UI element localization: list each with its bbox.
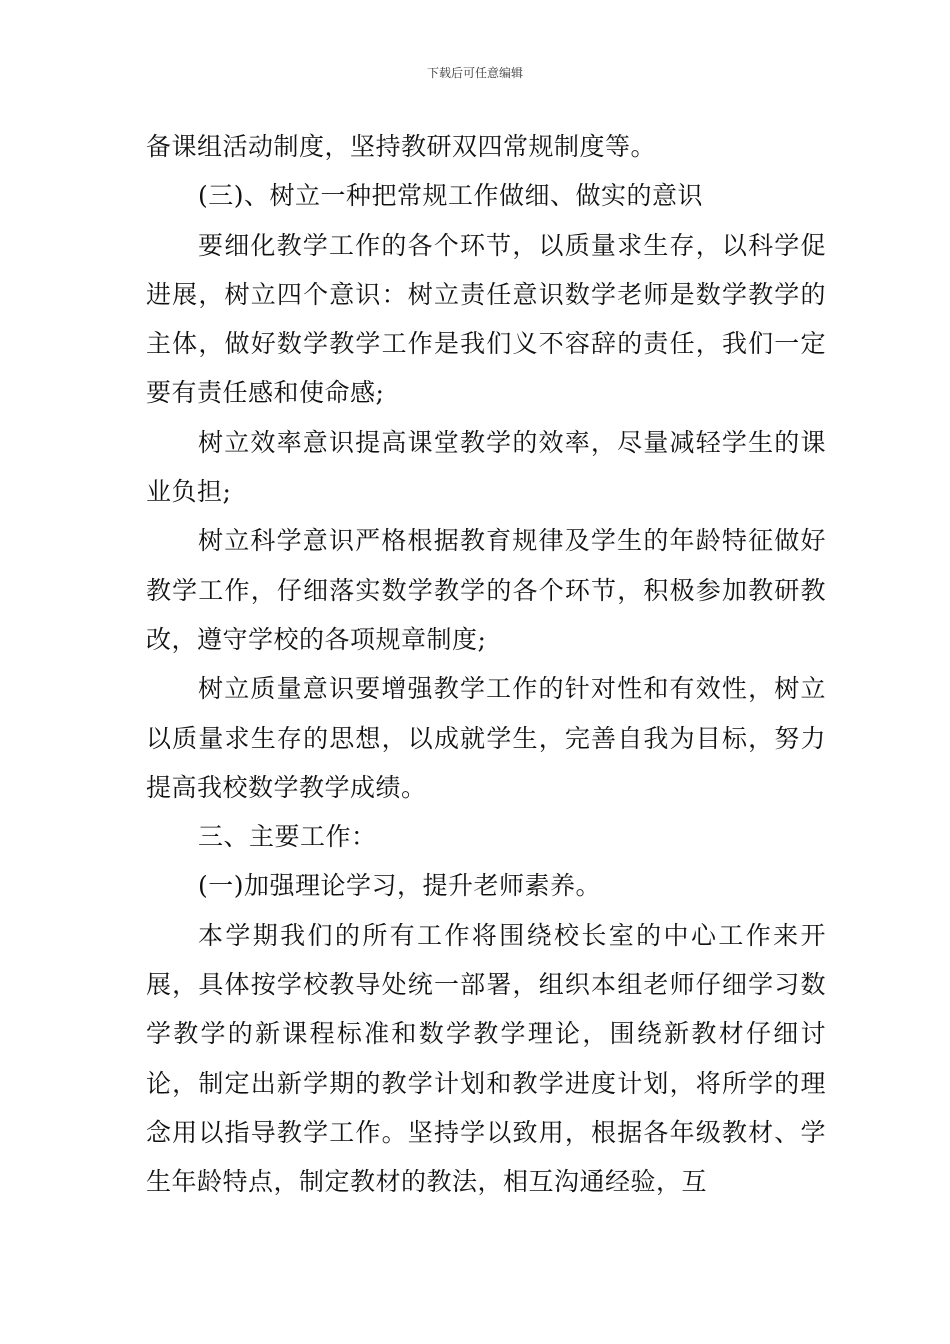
- section-heading-main-work: 三、主要工作：: [198, 822, 377, 852]
- document-body: [146, 122, 826, 1207]
- paragraph-semester-work: 本学期我们的所有工作将围绕校长室的中心工作来开展，具体按学校教导处统一部署，组织本组老师仔细学习数学教学的新课程标准和数学教学理论，围绕新教材仔细讨论，制定出新学期的教学计划和教学进度计划，将所学的理念用以指导教学工作。坚持学以致用，根据各年级教材、学生年龄特点，制定教材的教法，相互沟通经验，互: [146, 920, 826, 1197]
- paragraph-efficiency: 树立效率意识提高课堂教学的效率，尽量减轻学生的课业负担;: [146, 427, 826, 507]
- paragraph-quality: 树立质量意识要增强教学工作的针对性和有效性，树立以质量求生存的思想，以成就学生，完善自我为目标，努力提高我校数学教学成绩。: [146, 674, 826, 802]
- page-header-note: 下载后可任意编辑: [426, 66, 523, 80]
- paragraph-science: 树立科学意识严格根据教育规律及学生的年龄特征做好教学工作，仔细落实数学教学的各个环节，积极参加教研教改，遵守学校的各项规章制度;: [146, 526, 826, 654]
- paragraph-four-awareness: 要细化教学工作的各个环节，以质量求生存，以科学促进展，树立四个意识：树立责任意识数学老师是数学教学的主体，做好数学教学工作是我们义不容辞的责任，我们一定要有责任感和使命感;: [146, 230, 826, 408]
- subsection-heading-theory: (一)加强理论学习，提升老师素养。: [198, 871, 602, 901]
- section-heading-3: (三)、树立一种把常规工作做细、做实的意识: [198, 181, 704, 211]
- paragraph-continuation: 备课组活动制度，坚持教研双四常规制度等。: [146, 132, 657, 161]
